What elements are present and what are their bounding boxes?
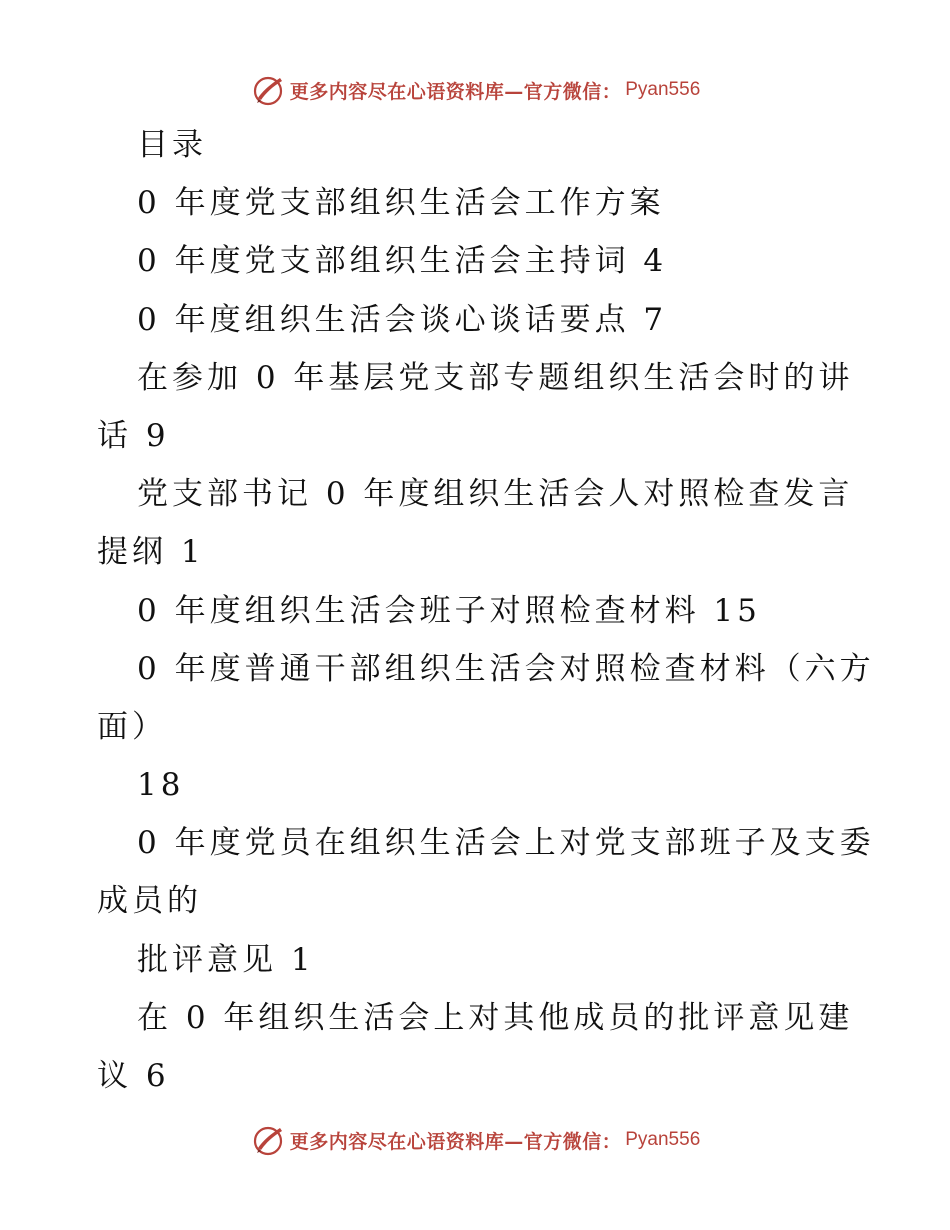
toc-heading: 目录 [137, 127, 207, 163]
toc-line: 议 6 [97, 1058, 170, 1094]
toc-line: 成员的 [97, 883, 202, 920]
toc-line: 在参加 0 年基层党支部专题组织生活会时的讲 [137, 359, 854, 396]
watermark-text: 更多内容尽在心语资料库—官方微信： [289, 80, 622, 103]
toc-line: 批评意见 1 [137, 941, 315, 978]
toc-line: 0 年度党员在组织生活会上对党支部班子及支委 [137, 825, 875, 862]
toc-line: 0 年度组织生活会班子对照检查材料 15 [137, 592, 761, 629]
toc-content [97, 116, 875, 1105]
toc-line: 话 9 [97, 417, 170, 454]
pen-logo-icon [250, 1122, 286, 1158]
toc-line: 0 年度组织生活会谈心谈话要点 7 [137, 301, 668, 338]
toc-line: 提纲 1 [97, 534, 205, 571]
toc-line: 党支部书记 0 年度组织生活会人对照检查发言 [137, 476, 854, 513]
toc-line: 0 年度党支部组织生活会工作方案 [137, 185, 665, 222]
pen-logo-icon [250, 72, 286, 108]
toc-line: 0 年度普通干部组织生活会对照检查材料（六方 [137, 650, 875, 687]
header-watermark [0, 70, 950, 110]
watermark-wechat-id: Pyan556 [625, 1129, 701, 1150]
footer-watermark [0, 1120, 950, 1160]
watermark-text: 更多内容尽在心语资料库—官方微信： [289, 1130, 622, 1153]
toc-line: 0 年度党支部组织生活会主持词 4 [137, 243, 668, 280]
toc-line: 面） [97, 708, 167, 745]
toc-line: 在 0 年组织生活会上对其他成员的批评意见建 [137, 999, 854, 1036]
watermark-wechat-id: Pyan556 [625, 79, 701, 100]
toc-line: 18 [137, 767, 185, 804]
